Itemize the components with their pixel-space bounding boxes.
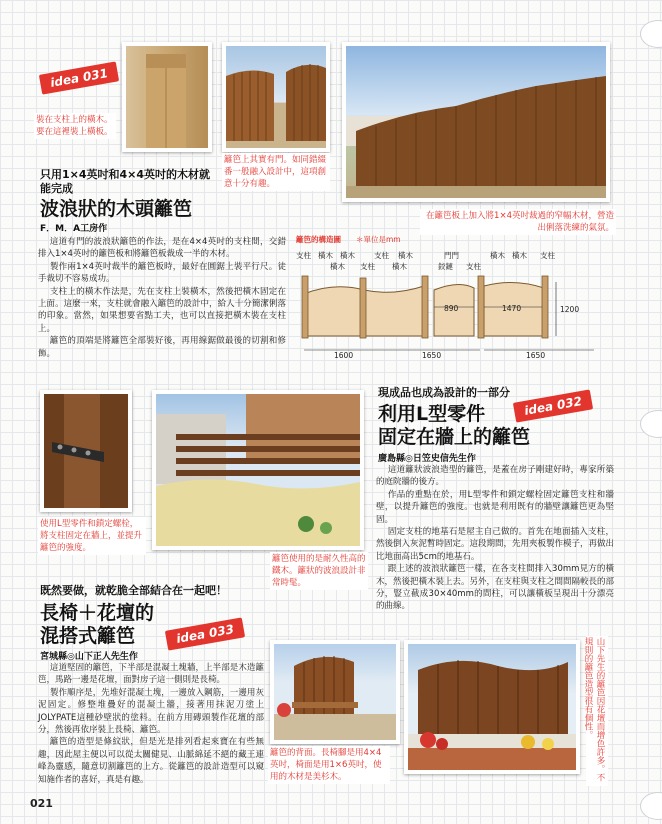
body-paragraph: 籬笆的造型是條紋狀，但是光是排列看起來寶在有些無趣，因此屋主便以可以從太關健見、山脈綿延不絕的藏王連峰為靈感，隨意切割籬笆的上方。從籬笆的設計造型可以窺知施作者的喜好，真是有趣。 bbox=[38, 737, 264, 785]
idea-033-tag: idea 033 bbox=[165, 617, 245, 650]
diagram-label: 橫木 bbox=[490, 251, 505, 260]
gate-illustration bbox=[226, 46, 326, 148]
diagram-dimension: 1470 bbox=[502, 304, 522, 313]
photo-post-crossbar bbox=[122, 42, 212, 152]
diagram-title: 籬笆的構造圖 bbox=[296, 235, 341, 244]
idea-031-author: F．M．A工房作 bbox=[40, 224, 108, 234]
idea-033-title-line2: 混搭式籬笆 bbox=[40, 625, 136, 647]
wall-fence-illustration bbox=[156, 394, 360, 546]
fence-structure-diagram bbox=[294, 232, 616, 364]
bench-illustration bbox=[274, 644, 396, 740]
body-paragraph: 支柱上的橫木作法是，先在支柱上裝橫木，然後把橫木固定在上面。這麼一來，支柱就會融入籬笆的設計中，給人十分簡潔俐落的印象。當然，如果想要省點工夫，也可以直接把橫木裝在支柱上。 bbox=[38, 286, 286, 334]
idea-032-body bbox=[376, 464, 614, 613]
body-paragraph: 這道有門的波浪狀籬笆的作法，是在4×4英吋的支柱間，交錯排入1×4英吋的籬笆板和將籬笆板裁成一半的木材。 bbox=[38, 237, 286, 260]
diagram-label: 橫木 bbox=[512, 251, 527, 260]
diagram-label: 橫木 bbox=[330, 262, 345, 271]
diagram-label: 支柱 bbox=[360, 262, 375, 271]
body-paragraph: 固定支柱的地基石是屋主自己做的。首先在地面插入支柱，然後倒入灰泥暫時固定。這段期間，先用夾板製作模子，再做出比地面高出5cm的地基石。 bbox=[376, 527, 615, 562]
idea-032-tag: idea 032 bbox=[513, 389, 593, 422]
idea-033-title-line1: 長椅＋花壇的 bbox=[40, 602, 155, 624]
photo-wall-fence bbox=[152, 390, 364, 550]
idea-033-kicker: 既然要做，就乾脆全部結合在一起吧！ bbox=[40, 584, 227, 597]
diagram-label: 支柱 bbox=[296, 251, 311, 260]
photo-wave-fence bbox=[342, 42, 610, 202]
idea-031-kicker: 只用1×4英吋和4×4英吋的木材就能完成 bbox=[40, 168, 211, 195]
diagram-dimension: 1600 bbox=[334, 351, 354, 360]
body-paragraph: 這道籬狀波浪造型的籬笆，是蓋在房子剛建好時，專家所築的庭院牆的後方。 bbox=[376, 465, 614, 488]
photo-caption-vertical: 山下先生的籬笆因花壇而增色許多。不規則的籬笆造型很有個性。 bbox=[586, 636, 608, 786]
body-paragraph: 這道堅固的籬笆，下半部是混凝土塊牆，上半部是木造籬笆，馬路一邊是花壇，面對房子這一側則是長椅。 bbox=[38, 663, 264, 686]
idea-032-kicker: 現成品也成為設計的一部分 bbox=[378, 386, 510, 399]
diagram-label: 門門 bbox=[444, 251, 459, 260]
photo-caption: 籬笆的背面。長椅腳是用4×4英吋，椅面是用1×6英吋，使用的木材是美杉木。 bbox=[268, 746, 390, 784]
binder-hole bbox=[640, 792, 662, 820]
photo-caption: 籬笆上其實有門。如同錯綴番一般融入設計中，這項創意十分有趣。 bbox=[222, 153, 330, 191]
photo-caption: 籬笆使用的是耐久性高的鐵木。籬狀的波浪設計非常時髦。 bbox=[270, 552, 368, 590]
diagram-label: 橫木 bbox=[398, 251, 413, 260]
diagram-dimension: 1650 bbox=[526, 351, 546, 360]
photo-caption: 使用L型零件和鎖定螺栓，將支柱固定在牆上，並提升籬笆的強度。 bbox=[38, 517, 146, 555]
idea-032-title-line2: 固定在牆上的籬笆 bbox=[378, 426, 531, 448]
diagram-label: 橫木 bbox=[340, 251, 355, 260]
idea-032-title-line1: 利用L型零件 bbox=[378, 403, 486, 425]
page-number: 021 bbox=[30, 797, 53, 810]
body-paragraph: 製作兩1×4英吋裁半的籬笆板時，最好在圓鋸上裝平行尺。徒手裁切不容易成功。 bbox=[38, 261, 286, 285]
post-illustration bbox=[126, 46, 208, 148]
photo-caption: 在籬笆板上加入將1×4英吋裁過的窄幅木材，營造出俐落洗練的氣氛。 bbox=[420, 209, 616, 235]
photo-l-bracket bbox=[40, 390, 132, 512]
body-paragraph: 籬笆的頂端是將籬笆全部裝好後，再用線鋸做最後的切割和修飾。 bbox=[38, 336, 286, 359]
diagram-dimension: 1650 bbox=[422, 351, 442, 360]
diagram-dimension: 1200 bbox=[560, 305, 580, 314]
idea-031-tag: idea 031 bbox=[39, 61, 119, 94]
flower-fence-illustration bbox=[408, 644, 576, 770]
idea-032-author: 廣島縣◎日笠史信先生作 bbox=[378, 454, 476, 464]
diagram-label: 支柱 bbox=[374, 251, 389, 260]
diagram-label: 鉸鏈 bbox=[438, 262, 453, 271]
photo-bench-back bbox=[270, 640, 400, 744]
body-paragraph: 作品的重點在於，用L型零件和鎖定螺栓固定籬笆支柱和牆壁，以提升籬笆的強度。也就是利用既有的牆壁讓籬笆更為堅固。 bbox=[376, 489, 614, 525]
body-paragraph: 製作順序是，先堆好混凝土塊，一邊放入鋼筋，一邊用灰泥固定。修整堆疊好的混凝土牆，接著用抹泥刀塗上JOLYPATE這種砂壁狀的塗料。在前方用磚頭製作花壇的部分，然後再依序裝上長椅、籬笆。 bbox=[38, 687, 264, 736]
diagram-unit-note: ＊單位是mm bbox=[356, 235, 401, 244]
photo-flower-fence bbox=[404, 640, 580, 774]
l-bracket-illustration bbox=[44, 394, 128, 508]
idea-033-body bbox=[38, 662, 264, 786]
diagram-dimension: 890 bbox=[444, 304, 459, 313]
idea-031-title: 波浪狀的木頭籬笆 bbox=[40, 198, 193, 220]
photo-caption: 裝在支柱上的橫木。要在這裡裝上橫板。 bbox=[34, 113, 116, 139]
diagram-label: 橫木 bbox=[392, 262, 407, 271]
diagram-label: 支柱 bbox=[540, 251, 555, 260]
binder-hole bbox=[640, 20, 662, 48]
binder-hole bbox=[640, 410, 662, 438]
body-paragraph: 跟上述的波浪狀籬笆一樣，在各支柱間排入30mm見方的橫木，然後把橫木裝上去。另外，在支柱與支柱之間間隔較長的部分，豎立截成30×40mm的間柱，可以讓橫板呈現出十分漂亮的曲線。 bbox=[376, 564, 615, 612]
diagram-label: 橫木 bbox=[318, 251, 333, 260]
diagram-label: 支柱 bbox=[466, 262, 481, 271]
idea-031-body bbox=[38, 236, 286, 360]
idea-033-author: 宮城縣◎山下正人先生作 bbox=[40, 652, 138, 662]
photo-fence-gate bbox=[222, 42, 330, 152]
wave-fence-illustration bbox=[346, 46, 606, 198]
